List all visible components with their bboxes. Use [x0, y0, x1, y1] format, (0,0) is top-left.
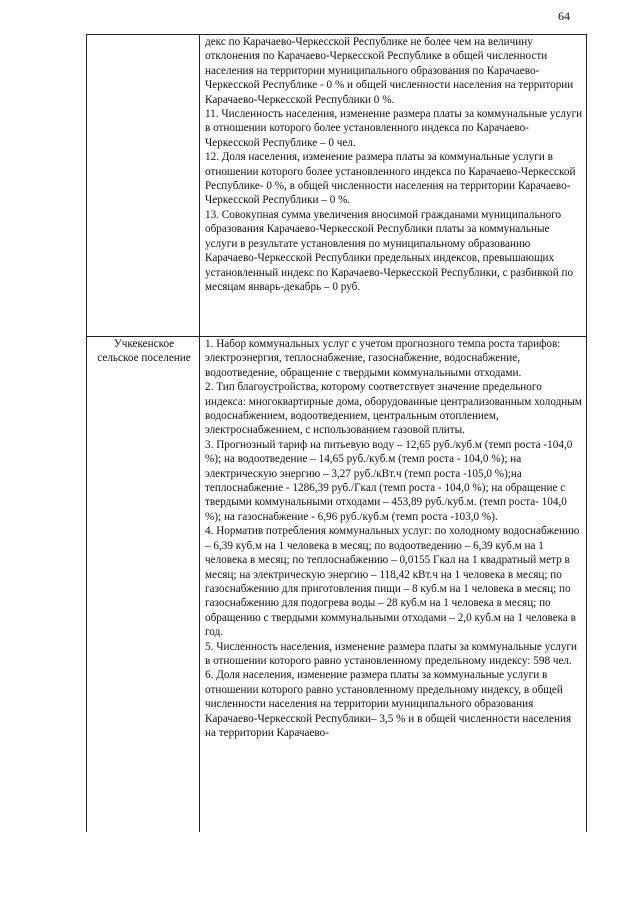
paragraph: 2. Тип благоустройства, которому соответствует значение предельного индекса: многоквартирные дома, оборудованные централизованным холодным водоснабжением, водоотведением, центральным отоплением, электроснабжением, с использованием газовой плиты. — [205, 381, 582, 437]
settlement-cell — [87, 337, 200, 833]
paragraph: декс по Карачаево-Черкесской Республике не более чем на величину отклонения по Карачаево-Черкесской Республике в общей численности населения на территории муниципального образования по Карачаево-Черкесской Республике - 0 % и общей численности населения на территории Карачаево-Черкесской Республики 0 %. — [205, 36, 574, 106]
table-row — [87, 337, 587, 833]
page-number: 64 — [558, 9, 570, 23]
paragraph: 11. Численность населения, изменение размера платы за коммунальные услуги в отношении которого более установленного индекса по Карачаево-Черкесской Республике – 0 чел. — [205, 108, 583, 149]
description-cell — [200, 337, 587, 833]
paragraph: 1. Набор коммунальных услуг с учетом прогнозного темпа роста тарифов: электроэнергия, теплоснабжение, газоснабжение, водоснабжение, водоотведение, обращение с твердыми коммунальными отходами. — [205, 338, 561, 379]
paragraph: 12. Доля населения, изменение размера платы за коммунальные услуги в отношении которого более установленного индекса по Карачаево-Черкесской Республике- 0 %, в общей численности населения на территории Карачаево-Черкесской Республики – 0 %. — [205, 151, 576, 207]
paragraph: 5. Численность населения, изменение размера платы за коммунальные услуги в отношении которого равно установленному предельному индексу: 598 чел. — [205, 640, 577, 667]
paragraph: 3. Прогнозный тариф на питьевую воду – 12,65 руб./куб.м (темп роста -104,0 %); на водоотведение – 14,65 руб./куб.м (темп роста - 104,0 %); на электрическую энергию – 3,27 руб./кВт.ч (темп роста -105,0 %);на теплоснабжение - 1286,39 руб./Гкал (темп роста - 104,0 %); на обращение с твердыми коммунальными отходами – 453,89 руб./куб.м. (темп роста- 104,0 %); на газоснабжение - 6,96 руб./куб.м (темп роста -103,0 %). — [205, 438, 573, 523]
description-cell — [200, 35, 587, 337]
tariff-index-table — [86, 34, 587, 832]
settlement-cell — [87, 35, 200, 337]
table-row — [87, 35, 587, 337]
paragraph: 4. Норматив потребления коммунальных услуг: по холодному водоснабжению – 6,39 куб.м на 1 человека в месяц; по водоотведению – 6,39 куб.м на 1 человека в месяц; по теплоснабжению – 0,0155 Гкал на 1 квадратный метр в месяц; на электрическую энергию – 118,42 кВт.ч на 1 человека в месяц; по газоснабжению для приготовления пищи – 8 куб.м на 1 человека в месяц; по газоснабжению для подогрева воды – 28 куб.м на 1 человека в месяц; по обращению с твердыми коммунальными отходами – 2,0 куб.м на 1 человека в год. — [205, 525, 580, 639]
paragraph: 13. Совокупная сумма увеличения вносимой гражданами муниципального образования Карачаево-Черкесской Республики платы за коммунальные услуги в результате установления по муниципальному образованию Карачаево-Черкесской Республики предельных индексов, превышающих установленный индекс по Карачаево-Черкесской Республики, с разбивкой по месяцам январь-декабрь – 0 руб. — [205, 208, 574, 293]
settlement-name: Учкекенское сельское поселение — [97, 338, 191, 365]
paragraph: 6. Доля населения, изменение размера платы за коммунальные услуги в отношении которого равно установленному предельному индексу, в общей численности населения на территории муниципального образования Карачаево-Черкесской Республики– 3,5 % и в общей численности населения на территории Карачаево- — [205, 669, 572, 739]
